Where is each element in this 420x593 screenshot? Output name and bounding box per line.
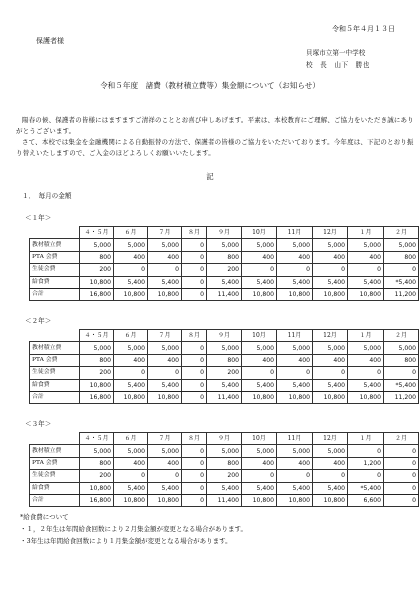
month-header: ６月 bbox=[114, 330, 148, 342]
amount-cell: 0 bbox=[242, 367, 277, 379]
table-corner bbox=[30, 433, 80, 445]
fee-table bbox=[29, 226, 419, 301]
row-label: 教材積立費 bbox=[30, 239, 80, 251]
amount-cell: 400 bbox=[277, 457, 313, 469]
table-row bbox=[30, 379, 419, 391]
amount-cell: 800 bbox=[384, 354, 419, 366]
amount-cell: *5,400 bbox=[384, 379, 419, 391]
amount-cell: 400 bbox=[242, 457, 277, 469]
amount-cell: 800 bbox=[80, 251, 114, 263]
recipient: 保護者様 bbox=[36, 37, 64, 45]
month-header: ２月 bbox=[384, 227, 419, 239]
amount-cell: 5,000 bbox=[277, 239, 313, 251]
amount-cell: 5,000 bbox=[313, 342, 348, 354]
amount-cell: 10,800 bbox=[148, 391, 182, 403]
amount-cell: 0 bbox=[182, 251, 207, 263]
amount-cell: 0 bbox=[348, 367, 384, 379]
notes-line-1: ・１，２年生は年間給食回数により２月集金額が変更となる場合があります。 bbox=[20, 525, 247, 533]
grade-label: ＜１年＞ bbox=[25, 214, 52, 222]
amount-cell: 5,000 bbox=[148, 239, 182, 251]
month-header: 11月 bbox=[277, 227, 313, 239]
month-header: １月 bbox=[348, 433, 384, 445]
amount-cell: 400 bbox=[277, 354, 313, 366]
month-header: 12月 bbox=[313, 227, 348, 239]
amount-cell: 5,400 bbox=[148, 482, 182, 494]
amount-cell: 400 bbox=[114, 251, 148, 263]
month-header: ４・５月 bbox=[80, 433, 114, 445]
row-label: 教材積立費 bbox=[30, 445, 80, 457]
amount-cell: 5,400 bbox=[313, 482, 348, 494]
amount-cell: 0 bbox=[182, 239, 207, 251]
amount-cell: 10,800 bbox=[148, 494, 182, 506]
amount-cell: 0 bbox=[114, 470, 148, 482]
month-header: ８月 bbox=[182, 330, 207, 342]
amount-cell: 200 bbox=[80, 367, 114, 379]
school-name: 貝塚市立第一中学校 bbox=[306, 49, 366, 57]
amount-cell: 0 bbox=[348, 445, 384, 457]
amount-cell: 10,800 bbox=[114, 494, 148, 506]
amount-cell: 6,600 bbox=[348, 494, 384, 506]
amount-cell: 200 bbox=[207, 470, 242, 482]
amount-cell: 5,400 bbox=[207, 482, 242, 494]
amount-cell: 10,800 bbox=[80, 276, 114, 288]
amount-cell: 5,400 bbox=[348, 276, 384, 288]
row-label: 教材積立費 bbox=[30, 342, 80, 354]
amount-cell: 400 bbox=[313, 354, 348, 366]
month-header: ２月 bbox=[384, 330, 419, 342]
table-header-row bbox=[30, 330, 419, 342]
amount-cell: 5,400 bbox=[114, 482, 148, 494]
amount-cell: 0 bbox=[114, 264, 148, 276]
amount-cell: 400 bbox=[277, 251, 313, 263]
total-row bbox=[30, 391, 419, 403]
amount-cell: 5,000 bbox=[207, 445, 242, 457]
month-header: １月 bbox=[348, 330, 384, 342]
row-label: PTA 会費 bbox=[30, 354, 80, 366]
amount-cell: 5,000 bbox=[277, 445, 313, 457]
amount-cell: 0 bbox=[182, 457, 207, 469]
table-corner bbox=[30, 330, 80, 342]
table-row bbox=[30, 457, 419, 469]
amount-cell: 5,400 bbox=[207, 276, 242, 288]
table-row bbox=[30, 445, 419, 457]
total-row bbox=[30, 288, 419, 300]
amount-cell: 0 bbox=[182, 276, 207, 288]
table-row bbox=[30, 367, 419, 379]
month-header: ８月 bbox=[182, 433, 207, 445]
amount-cell: 5,400 bbox=[114, 379, 148, 391]
amount-cell: 0 bbox=[348, 470, 384, 482]
amount-cell: 400 bbox=[114, 457, 148, 469]
amount-cell: 400 bbox=[148, 457, 182, 469]
amount-cell: 400 bbox=[242, 251, 277, 263]
amount-cell: 400 bbox=[313, 251, 348, 263]
amount-cell: 5,000 bbox=[242, 342, 277, 354]
table-row bbox=[30, 342, 419, 354]
amount-cell: 10,800 bbox=[242, 494, 277, 506]
fee-table bbox=[29, 432, 419, 507]
amount-cell: 5,400 bbox=[313, 276, 348, 288]
table-corner bbox=[30, 227, 80, 239]
principal-name: 校 長 山下 勝也 bbox=[306, 61, 370, 69]
row-label: 合計 bbox=[30, 391, 80, 403]
notes-heading: *給食費について bbox=[20, 513, 69, 521]
row-label: PTA 会費 bbox=[30, 251, 80, 263]
amount-cell: 0 bbox=[277, 367, 313, 379]
month-header: ４・５月 bbox=[80, 227, 114, 239]
amount-cell: 800 bbox=[80, 457, 114, 469]
amount-cell: 0 bbox=[182, 391, 207, 403]
amount-cell: 0 bbox=[277, 470, 313, 482]
row-label: 生徒会費 bbox=[30, 470, 80, 482]
table-row bbox=[30, 482, 419, 494]
amount-cell: 10,800 bbox=[277, 494, 313, 506]
amount-cell: 800 bbox=[80, 354, 114, 366]
amount-cell: 0 bbox=[384, 457, 419, 469]
section-heading: １． 毎月の金額 bbox=[22, 192, 72, 200]
notes-line-2: ・3年生は年間給食回数により１月集金額が変更となる場合があります。 bbox=[20, 537, 232, 545]
amount-cell: 5,400 bbox=[242, 482, 277, 494]
month-header: 10月 bbox=[242, 330, 277, 342]
amount-cell: 0 bbox=[182, 482, 207, 494]
amount-cell: 11,400 bbox=[207, 288, 242, 300]
month-header: ７月 bbox=[148, 433, 182, 445]
amount-cell: 200 bbox=[80, 264, 114, 276]
amount-cell: 0 bbox=[313, 264, 348, 276]
amount-cell: 0 bbox=[384, 494, 419, 506]
amount-cell: 1,200 bbox=[348, 457, 384, 469]
month-header: 10月 bbox=[242, 433, 277, 445]
amount-cell: 0 bbox=[182, 342, 207, 354]
amount-cell: 800 bbox=[384, 251, 419, 263]
amount-cell: 0 bbox=[182, 354, 207, 366]
amount-cell: 10,800 bbox=[80, 379, 114, 391]
amount-cell: 10,800 bbox=[313, 391, 348, 403]
amount-cell: 16,800 bbox=[80, 494, 114, 506]
month-header: １月 bbox=[348, 227, 384, 239]
amount-cell: 16,800 bbox=[80, 288, 114, 300]
amount-cell: 0 bbox=[313, 470, 348, 482]
amount-cell: 400 bbox=[313, 457, 348, 469]
amount-cell: 5,000 bbox=[148, 342, 182, 354]
amount-cell: 10,800 bbox=[348, 288, 384, 300]
month-header: ８月 bbox=[182, 227, 207, 239]
amount-cell: 5,000 bbox=[313, 445, 348, 457]
amount-cell: 11,400 bbox=[207, 391, 242, 403]
amount-cell: 400 bbox=[114, 354, 148, 366]
row-label: PTA 会費 bbox=[30, 457, 80, 469]
amount-cell: 0 bbox=[182, 367, 207, 379]
amount-cell: 5,000 bbox=[348, 239, 384, 251]
amount-cell: 10,800 bbox=[242, 288, 277, 300]
amount-cell: 5,400 bbox=[242, 276, 277, 288]
intro-paragraph-1: 陽春の候、保護者の皆様にはますますご清祥のこととお喜び申しあげます。平素は、本校教育にご理解、ご協力をいただき誠にありがとうございます。 bbox=[16, 116, 414, 135]
month-header: ２月 bbox=[384, 433, 419, 445]
row-label: 生徒会費 bbox=[30, 367, 80, 379]
amount-cell: 800 bbox=[207, 457, 242, 469]
month-header: ９月 bbox=[207, 227, 242, 239]
amount-cell: 0 bbox=[242, 470, 277, 482]
amount-cell: 5,000 bbox=[80, 239, 114, 251]
amount-cell: 5,400 bbox=[242, 379, 277, 391]
amount-cell: *5,400 bbox=[348, 482, 384, 494]
amount-cell: 5,400 bbox=[277, 379, 313, 391]
amount-cell: 11,200 bbox=[384, 288, 419, 300]
amount-cell: 5,000 bbox=[242, 445, 277, 457]
amount-cell: 5,000 bbox=[348, 342, 384, 354]
total-row bbox=[30, 494, 419, 506]
amount-cell: 0 bbox=[148, 367, 182, 379]
table-row bbox=[30, 239, 419, 251]
amount-cell: 5,000 bbox=[207, 239, 242, 251]
ki-heading: 記 bbox=[206, 172, 214, 181]
amount-cell: 5,000 bbox=[277, 342, 313, 354]
amount-cell: 5,400 bbox=[148, 276, 182, 288]
amount-cell: 0 bbox=[313, 367, 348, 379]
amount-cell: 0 bbox=[384, 445, 419, 457]
amount-cell: 400 bbox=[242, 354, 277, 366]
amount-cell: 10,800 bbox=[114, 288, 148, 300]
amount-cell: 10,800 bbox=[148, 288, 182, 300]
amount-cell: 5,000 bbox=[114, 445, 148, 457]
row-label: 生徒会費 bbox=[30, 264, 80, 276]
amount-cell: 5,000 bbox=[80, 445, 114, 457]
fee-table bbox=[29, 329, 419, 404]
amount-cell: 10,800 bbox=[313, 494, 348, 506]
amount-cell: 5,000 bbox=[80, 342, 114, 354]
amount-cell: 0 bbox=[384, 482, 419, 494]
amount-cell: 800 bbox=[207, 354, 242, 366]
amount-cell: 0 bbox=[182, 470, 207, 482]
table-row bbox=[30, 354, 419, 366]
amount-cell: 0 bbox=[114, 367, 148, 379]
amount-cell: 10,800 bbox=[242, 391, 277, 403]
amount-cell: 0 bbox=[148, 470, 182, 482]
amount-cell: 5,400 bbox=[114, 276, 148, 288]
table-row bbox=[30, 276, 419, 288]
amount-cell: 10,800 bbox=[114, 391, 148, 403]
table-header-row bbox=[30, 227, 419, 239]
date: 令和５年４月１３日 bbox=[332, 25, 395, 33]
row-label: 合計 bbox=[30, 494, 80, 506]
amount-cell: 0 bbox=[182, 288, 207, 300]
amount-cell: 800 bbox=[207, 251, 242, 263]
amount-cell: 0 bbox=[384, 470, 419, 482]
amount-cell: 0 bbox=[148, 264, 182, 276]
month-header: ７月 bbox=[148, 227, 182, 239]
month-header: 12月 bbox=[313, 433, 348, 445]
month-header: ４・５月 bbox=[80, 330, 114, 342]
row-label: 合計 bbox=[30, 288, 80, 300]
grade-label: ＜２年＞ bbox=[25, 317, 52, 325]
row-label: 給食費 bbox=[30, 276, 80, 288]
amount-cell: 200 bbox=[80, 470, 114, 482]
amount-cell: 0 bbox=[182, 494, 207, 506]
amount-cell: 400 bbox=[348, 251, 384, 263]
amount-cell: 5,400 bbox=[313, 379, 348, 391]
amount-cell: 5,400 bbox=[277, 482, 313, 494]
amount-cell: 10,800 bbox=[277, 391, 313, 403]
amount-cell: 0 bbox=[182, 379, 207, 391]
amount-cell: 0 bbox=[182, 264, 207, 276]
amount-cell: 0 bbox=[277, 264, 313, 276]
amount-cell: 10,800 bbox=[277, 288, 313, 300]
intro-paragraph-2: さて、本校では集金を金融機関による自動振替の方法で、保護者の皆様のご協力をいただいております。今年度は、下記のとおり振り替えいたしますので、ご入金のほどよろしくお願いいたします。 bbox=[16, 138, 414, 157]
amount-cell: 16,800 bbox=[80, 391, 114, 403]
table-header-row bbox=[30, 433, 419, 445]
amount-cell: 5,400 bbox=[348, 379, 384, 391]
amount-cell: 10,800 bbox=[348, 391, 384, 403]
amount-cell: 5,000 bbox=[114, 239, 148, 251]
document-title: 令和５年度 諸費（教材積立費等）集金額について（お知らせ） bbox=[100, 81, 320, 90]
month-header: ７月 bbox=[148, 330, 182, 342]
amount-cell: 400 bbox=[148, 251, 182, 263]
month-header: ９月 bbox=[207, 433, 242, 445]
table-row bbox=[30, 470, 419, 482]
amount-cell: 0 bbox=[348, 264, 384, 276]
amount-cell: 0 bbox=[242, 264, 277, 276]
month-header: 12月 bbox=[313, 330, 348, 342]
amount-cell: 5,000 bbox=[207, 342, 242, 354]
amount-cell: 200 bbox=[207, 367, 242, 379]
grade-label: ＜３年＞ bbox=[25, 420, 52, 428]
amount-cell: *5,400 bbox=[384, 276, 419, 288]
amount-cell: 5,000 bbox=[384, 342, 419, 354]
month-header: ６月 bbox=[114, 227, 148, 239]
month-header: 11月 bbox=[277, 330, 313, 342]
amount-cell: 5,000 bbox=[114, 342, 148, 354]
amount-cell: 400 bbox=[148, 354, 182, 366]
month-header: ９月 bbox=[207, 330, 242, 342]
amount-cell: 5,000 bbox=[242, 239, 277, 251]
table-row bbox=[30, 264, 419, 276]
amount-cell: 5,000 bbox=[148, 445, 182, 457]
month-header: 11月 bbox=[277, 433, 313, 445]
row-label: 給食費 bbox=[30, 482, 80, 494]
amount-cell: 10,800 bbox=[80, 482, 114, 494]
amount-cell: 0 bbox=[384, 264, 419, 276]
amount-cell: 5,400 bbox=[277, 276, 313, 288]
row-label: 給食費 bbox=[30, 379, 80, 391]
amount-cell: 200 bbox=[207, 264, 242, 276]
amount-cell: 5,000 bbox=[313, 239, 348, 251]
table-row bbox=[30, 251, 419, 263]
amount-cell: 11,200 bbox=[384, 391, 419, 403]
amount-cell: 11,400 bbox=[207, 494, 242, 506]
amount-cell: 10,800 bbox=[313, 288, 348, 300]
amount-cell: 400 bbox=[348, 354, 384, 366]
amount-cell: 5,400 bbox=[207, 379, 242, 391]
month-header: ６月 bbox=[114, 433, 148, 445]
amount-cell: 0 bbox=[384, 367, 419, 379]
amount-cell: 5,000 bbox=[384, 239, 419, 251]
amount-cell: 5,400 bbox=[148, 379, 182, 391]
month-header: 10月 bbox=[242, 227, 277, 239]
amount-cell: 0 bbox=[182, 445, 207, 457]
